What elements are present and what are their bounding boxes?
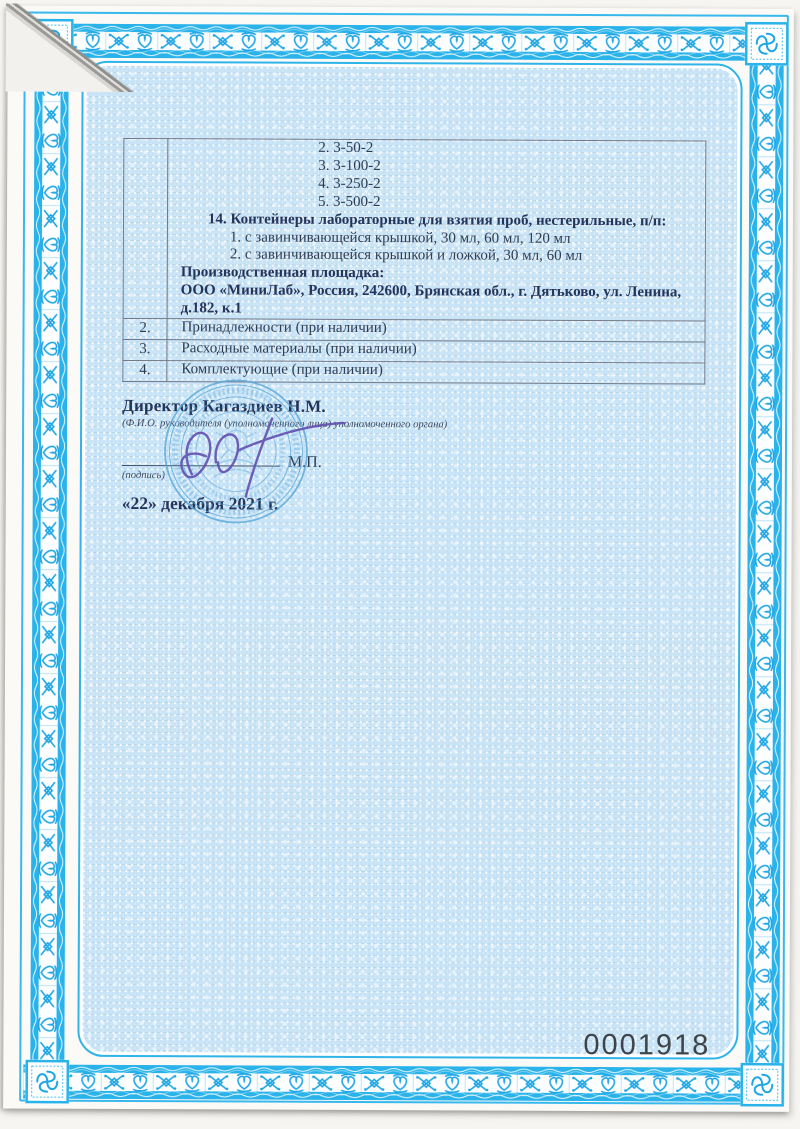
- row-number-cell: 3.: [123, 339, 167, 360]
- frame-band-top: [28, 24, 782, 61]
- frame-corner-ornament: [745, 22, 789, 66]
- signature-caption: (подпись): [121, 469, 165, 482]
- model-item: 4. 3-250-2: [318, 175, 381, 192]
- item-14-subitem: 2. с завинчивающейся крышкой и ложкой, 30 мл, 60 мл: [229, 246, 583, 265]
- handwritten-signature: [154, 410, 364, 511]
- production-site-label: Производственная площадка:: [180, 264, 385, 282]
- model-item: 2. 3-50-2: [318, 139, 374, 157]
- row-number-cell: [123, 138, 168, 318]
- director-name-line: Директор Кагаздиев Н.М.: [122, 395, 326, 416]
- row-number-cell: 2.: [123, 319, 167, 340]
- item-14-title: 14. Контейнеры лабораторные для взятия проб, нестерильные, п/п:: [207, 210, 667, 229]
- table-row: [123, 138, 706, 321]
- frame-band-left: [30, 24, 69, 1099]
- row-label-cell: Расходные материалы (при наличии): [167, 340, 705, 363]
- serial-number: 0001918: [583, 1028, 711, 1062]
- model-item: 5. 3-500-2: [318, 193, 381, 210]
- row-content-cell: [167, 139, 706, 321]
- paper-sheet: [3, 5, 794, 1111]
- fio-caption: (Ф.И.О. руководителя (уполномоченного лица) уполномоченного органа): [122, 417, 448, 431]
- frame-corner-ornament: [25, 1060, 69, 1104]
- item-14-subitem: 1. с завинчивающейся крышкой, 30 мл, 60 мл, 120 мл: [229, 228, 571, 247]
- model-item: 3. 3-100-2: [318, 157, 381, 174]
- frame-band-right: [745, 27, 784, 1102]
- frame-band-bottom: [23, 1065, 777, 1102]
- table-row: [123, 319, 705, 342]
- row-number-cell: 4.: [123, 360, 167, 381]
- issue-date-line: «22» декабря 2021 г.: [121, 492, 279, 514]
- folded-corner: [6, 3, 140, 92]
- row-label-cell: Принадлежности (при наличии): [167, 319, 705, 342]
- production-site-value: ООО «МиниЛаб», Россия, 242600, Брянская обл., г. Дятьково, ул. Ленина, д.182, к.1: [180, 282, 682, 317]
- registration-items-table: [122, 138, 706, 384]
- frame-corner-ornament: [740, 1063, 784, 1107]
- mp-label: М.П.: [287, 453, 322, 471]
- row-label-cell: Комплектующие (при наличии): [167, 361, 705, 384]
- table-row: [123, 339, 705, 362]
